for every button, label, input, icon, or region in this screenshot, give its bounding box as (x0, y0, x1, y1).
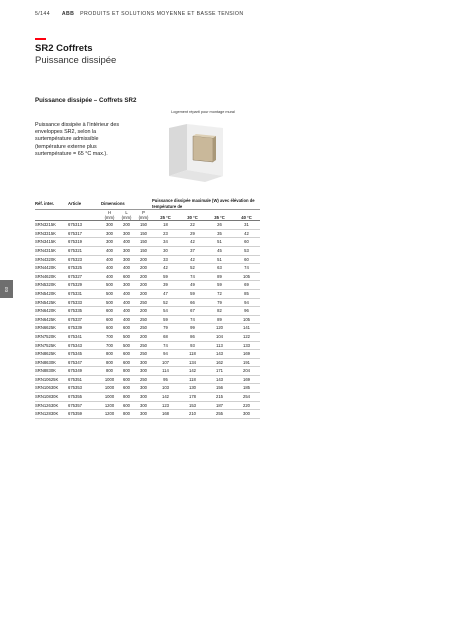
table-row (35, 401, 260, 410)
table-cell: 400 (101, 272, 118, 281)
table-cell: SRN6425K (35, 315, 68, 324)
table-cell: 500 (101, 289, 118, 298)
dim-label-p: P (142, 210, 145, 216)
table-cell: 300 (118, 281, 135, 290)
table-cell: 400 (118, 238, 135, 247)
table-cell: 45 (206, 246, 233, 255)
illustration-caption: Logement réparti pour montage mural (171, 110, 235, 114)
table-cell: 300 (135, 358, 152, 367)
table-cell: 113 (206, 341, 233, 350)
table-cell: 118 (179, 350, 206, 359)
table-cell: 675345 (68, 350, 101, 359)
table-cell: 700 (101, 341, 118, 350)
table-cell: 675357 (68, 401, 101, 410)
table-cell: 675329 (68, 281, 101, 290)
table-row (35, 315, 260, 324)
table-cell: 99 (179, 324, 206, 333)
table-cell: SRN3215K (35, 221, 68, 230)
table-cell: 143 (206, 375, 233, 384)
table-cell: 500 (118, 332, 135, 341)
table-cell: 89 (206, 272, 233, 281)
table-cell: 675353 (68, 384, 101, 393)
table-row (35, 289, 260, 298)
page-title: SR2 Coffrets (35, 43, 93, 54)
table-cell: 200 (135, 264, 152, 273)
table-header-row (35, 198, 260, 210)
table-cell: 35 (206, 229, 233, 238)
table-cell: 52 (179, 264, 206, 273)
table-cell: 42 (179, 255, 206, 264)
table-cell: 142 (179, 367, 206, 376)
table-cell: SRN8625K (35, 350, 68, 359)
table-cell: 85 (233, 289, 260, 298)
table-cell: 600 (101, 315, 118, 324)
table-cell: 171 (206, 367, 233, 376)
table-cell: 300 (135, 384, 152, 393)
table-cell: 191 (233, 358, 260, 367)
table-cell: 59 (179, 289, 206, 298)
table-cell: 800 (118, 367, 135, 376)
table-cell: 89 (206, 315, 233, 324)
table-row (35, 350, 260, 359)
table-cell: 300 (118, 229, 135, 238)
table-cell: 675325 (68, 264, 101, 273)
table-cell: 300 (135, 367, 152, 376)
table-cell: SRN10630K (35, 384, 68, 393)
table-cell: 93 (179, 341, 206, 350)
col-article: Article (68, 198, 101, 210)
table-cell: 300 (118, 255, 135, 264)
table-cell: 63 (206, 264, 233, 273)
table-row (35, 272, 260, 281)
table-body (35, 221, 260, 419)
table-cell: 300 (101, 229, 118, 238)
table-cell: 74 (233, 264, 260, 273)
table-cell: 500 (118, 341, 135, 350)
dim-label-l: L (125, 210, 128, 216)
table-cell: 675321 (68, 246, 101, 255)
table-cell: SRN5320K (35, 281, 68, 290)
table-cell: 700 (101, 332, 118, 341)
table-row (35, 281, 260, 290)
table-cell: 22 (179, 221, 206, 230)
table-row (35, 238, 260, 247)
table-row (35, 393, 260, 402)
table-cell: 42 (152, 264, 179, 273)
table-cell: 18 (152, 221, 179, 230)
table-cell: 23 (152, 229, 179, 238)
table-cell: 33 (152, 255, 179, 264)
col-power: Puissance dissipée maximale (W) avec élévation de température de (152, 198, 260, 210)
table-row (35, 367, 260, 376)
table-cell: 200 (135, 255, 152, 264)
table-cell: 59 (206, 281, 233, 290)
enclosure-side (213, 136, 216, 162)
table-cell: 1000 (101, 393, 118, 402)
table-cell: 675327 (68, 272, 101, 281)
table-cell: 169 (233, 375, 260, 384)
table-cell: SRN4620K (35, 272, 68, 281)
table-cell: 1000 (101, 384, 118, 393)
table-row (35, 341, 260, 350)
table-cell: 250 (135, 341, 152, 350)
table-cell: 133 (233, 341, 260, 350)
table-cell: 204 (233, 367, 260, 376)
table-cell: 600 (118, 350, 135, 359)
table-cell: 29 (179, 229, 206, 238)
table-row (35, 298, 260, 307)
table-cell: 94 (233, 298, 260, 307)
table-cell: 600 (101, 324, 118, 333)
table-cell: SRN4315K (35, 246, 68, 255)
table-cell: 141 (233, 324, 260, 333)
wall-panel (169, 124, 187, 176)
table-cell: 79 (206, 298, 233, 307)
table-cell: 675337 (68, 315, 101, 324)
table-cell: SRN12830K (35, 410, 68, 419)
table-cell: 600 (118, 324, 135, 333)
table-cell: 200 (135, 289, 152, 298)
table-cell: 162 (206, 358, 233, 367)
table-cell: 96 (233, 307, 260, 316)
table-cell: 600 (118, 401, 135, 410)
table-cell: SRN5420K (35, 289, 68, 298)
table-cell: SRN8630K (35, 358, 68, 367)
table-cell: SRN3415K (35, 238, 68, 247)
table-cell: 51 (206, 238, 233, 247)
table-cell: SRN5425K (35, 298, 68, 307)
table-cell: 800 (101, 350, 118, 359)
table-cell: 95 (152, 375, 179, 384)
table-cell: 153 (179, 401, 206, 410)
table-cell: 675333 (68, 298, 101, 307)
page-subtitle: Puissance dissipée (35, 55, 117, 66)
table-row (35, 246, 260, 255)
table-cell: SRN4320K (35, 255, 68, 264)
table-cell: 1200 (101, 401, 118, 410)
temp-25: 25 °C (152, 215, 179, 221)
table-cell: 675313 (68, 221, 101, 230)
table-cell: 400 (101, 255, 118, 264)
table-cell: 800 (101, 358, 118, 367)
table-cell: 107 (152, 358, 179, 367)
table-cell: 254 (233, 393, 260, 402)
table-cell: 178 (179, 393, 206, 402)
table-cell: 600 (118, 272, 135, 281)
table-cell: 300 (101, 238, 118, 247)
table-cell: 72 (206, 289, 233, 298)
table-cell: 156 (206, 384, 233, 393)
table-cell: 200 (135, 307, 152, 316)
table-cell: 54 (152, 307, 179, 316)
table-cell: 675359 (68, 410, 101, 419)
table-cell: 130 (179, 384, 206, 393)
table-cell: 675355 (68, 393, 101, 402)
table-cell: 400 (118, 307, 135, 316)
table-cell: 675335 (68, 307, 101, 316)
table-cell: 675351 (68, 375, 101, 384)
table-cell: 30 (152, 246, 179, 255)
table-cell: 79 (152, 324, 179, 333)
table-cell: 250 (135, 375, 152, 384)
table-cell: 600 (101, 307, 118, 316)
table-cell: 1200 (101, 410, 118, 419)
table-cell: 60 (233, 238, 260, 247)
table-cell: 300 (118, 246, 135, 255)
table-cell: 200 (118, 221, 135, 230)
table-row (35, 375, 260, 384)
table-row (35, 264, 260, 273)
table-cell: 200 (135, 281, 152, 290)
page-header (35, 11, 244, 17)
table-cell: 74 (179, 272, 206, 281)
table-cell: 150 (135, 246, 152, 255)
table-cell: 150 (135, 229, 152, 238)
table-cell: 143 (206, 350, 233, 359)
table-cell: 675323 (68, 255, 101, 264)
table-cell: 39 (152, 281, 179, 290)
table-cell: 600 (118, 375, 135, 384)
table-cell: 105 (233, 272, 260, 281)
table-cell: 675339 (68, 324, 101, 333)
table-cell: SRN4420K (35, 264, 68, 273)
table-cell: 134 (179, 358, 206, 367)
table-cell: 114 (152, 367, 179, 376)
table-cell: 250 (135, 324, 152, 333)
dim-unit: (mm) (135, 215, 152, 221)
table-cell: 675319 (68, 238, 101, 247)
table-cell: 37 (179, 246, 206, 255)
table-row (35, 332, 260, 341)
table-cell: 400 (118, 289, 135, 298)
table-cell: SRN3315K (35, 229, 68, 238)
table-cell: 300 (135, 393, 152, 402)
title-accent-bar (35, 38, 46, 40)
table-cell: 800 (101, 367, 118, 376)
table-cell: SRN6420K (35, 307, 68, 316)
table-cell: 200 (135, 272, 152, 281)
table-cell: SRN10625K (35, 375, 68, 384)
table-cell: 220 (233, 401, 260, 410)
table-cell: 118 (179, 375, 206, 384)
table-cell: 500 (101, 281, 118, 290)
table-row (35, 384, 260, 393)
table-cell: 400 (101, 246, 118, 255)
table-cell: 168 (152, 410, 179, 419)
table-cell: 142 (152, 393, 179, 402)
table-cell: SRN8830K (35, 367, 68, 376)
table-cell: 49 (179, 281, 206, 290)
table-cell: 94 (152, 350, 179, 359)
table-row (35, 221, 260, 230)
table-row (35, 255, 260, 264)
table-cell: 250 (135, 298, 152, 307)
table-cell: 215 (206, 393, 233, 402)
table-cell: 104 (206, 332, 233, 341)
table-cell: 69 (233, 281, 260, 290)
table-cell: 51 (206, 255, 233, 264)
table-cell: 600 (118, 384, 135, 393)
page-number: 5/144 (35, 11, 50, 17)
section-title: Puissance dissipée – Coffrets SR2 (35, 97, 137, 104)
table-cell: 59 (152, 272, 179, 281)
table-cell: 34 (152, 238, 179, 247)
table-cell: 66 (179, 298, 206, 307)
table-cell: 105 (233, 315, 260, 324)
table-cell: 67 (179, 307, 206, 316)
table-cell: 210 (179, 410, 206, 419)
table-cell: 123 (152, 401, 179, 410)
table-row (35, 229, 260, 238)
table-cell: 53 (233, 246, 260, 255)
table-cell: 250 (135, 315, 152, 324)
table-cell: 74 (152, 341, 179, 350)
table-cell: 250 (135, 350, 152, 359)
table-cell: 82 (206, 307, 233, 316)
enclosure-box (193, 136, 213, 162)
table-cell: 1000 (101, 375, 118, 384)
dim-unit: (mm) (118, 215, 135, 221)
table-cell: 675341 (68, 332, 101, 341)
table-cell: 400 (118, 315, 135, 324)
table-cell: 300 (233, 410, 260, 419)
table-cell: 675349 (68, 367, 101, 376)
table-cell: 400 (101, 264, 118, 273)
table-cell: 26 (206, 221, 233, 230)
table-cell: 68 (152, 332, 179, 341)
table-cell: 120 (206, 324, 233, 333)
table-cell: 255 (206, 410, 233, 419)
table-cell: 59 (152, 315, 179, 324)
table-cell: 31 (233, 221, 260, 230)
table-cell: 185 (233, 384, 260, 393)
table-cell: 675331 (68, 289, 101, 298)
dim-label-h: H (107, 210, 112, 216)
table-cell: SRN10830K (35, 393, 68, 402)
table-cell: 150 (135, 238, 152, 247)
table-cell: 300 (135, 410, 152, 419)
table-cell: SRN12630K (35, 401, 68, 410)
power-dissipation-table (35, 198, 260, 419)
table-cell: 200 (135, 332, 152, 341)
table-cell: 675343 (68, 341, 101, 350)
table-cell: 400 (118, 298, 135, 307)
table-cell: 500 (101, 298, 118, 307)
table-cell: SRN6625K (35, 324, 68, 333)
table-cell: 300 (135, 401, 152, 410)
chapter-tab: 03 (0, 280, 13, 298)
col-ref: Réf. inter. (35, 198, 68, 210)
section-label: PRODUITS ET SOLUTIONS MOYENNE ET BASSE TENSION (80, 11, 244, 17)
table-cell: 122 (233, 332, 260, 341)
description-text: Puissance dissipée à l'intérieur des enveloppes SR2, selon la surtempérature admissible (température externe plus surtempérature = 65 °C max.). (35, 122, 120, 157)
table-row (35, 410, 260, 419)
table-cell: SRN7525K (35, 341, 68, 350)
table-cell: 52 (152, 298, 179, 307)
table-cell: 42 (233, 229, 260, 238)
table-cell: 103 (152, 384, 179, 393)
dim-unit: (mm) (101, 215, 118, 221)
table-cell: 60 (233, 255, 260, 264)
table-row (35, 324, 260, 333)
col-dimensions: Dimensions (101, 198, 152, 210)
table-cell: 86 (179, 332, 206, 341)
temp-35: 35 °C (206, 215, 233, 221)
table-cell: 675317 (68, 229, 101, 238)
table-cell: 187 (206, 401, 233, 410)
temp-40: 40 °C (233, 215, 260, 221)
table-cell: SRN7520K (35, 332, 68, 341)
brand-label: ABB (61, 11, 75, 17)
table-cell: 800 (118, 393, 135, 402)
wall-enclosure-illustration (165, 124, 225, 182)
table-cell: 47 (152, 289, 179, 298)
table-cell: 169 (233, 350, 260, 359)
table-cell: 675347 (68, 358, 101, 367)
table-cell: 300 (101, 221, 118, 230)
table-cell: 600 (118, 358, 135, 367)
table-cell: 150 (135, 221, 152, 230)
temp-30: 30 °C (179, 215, 206, 221)
table-cell: 42 (179, 238, 206, 247)
table-row (35, 307, 260, 316)
table-cell: 74 (179, 315, 206, 324)
table-cell: 400 (118, 264, 135, 273)
table-cell: 800 (118, 410, 135, 419)
table-row (35, 358, 260, 367)
